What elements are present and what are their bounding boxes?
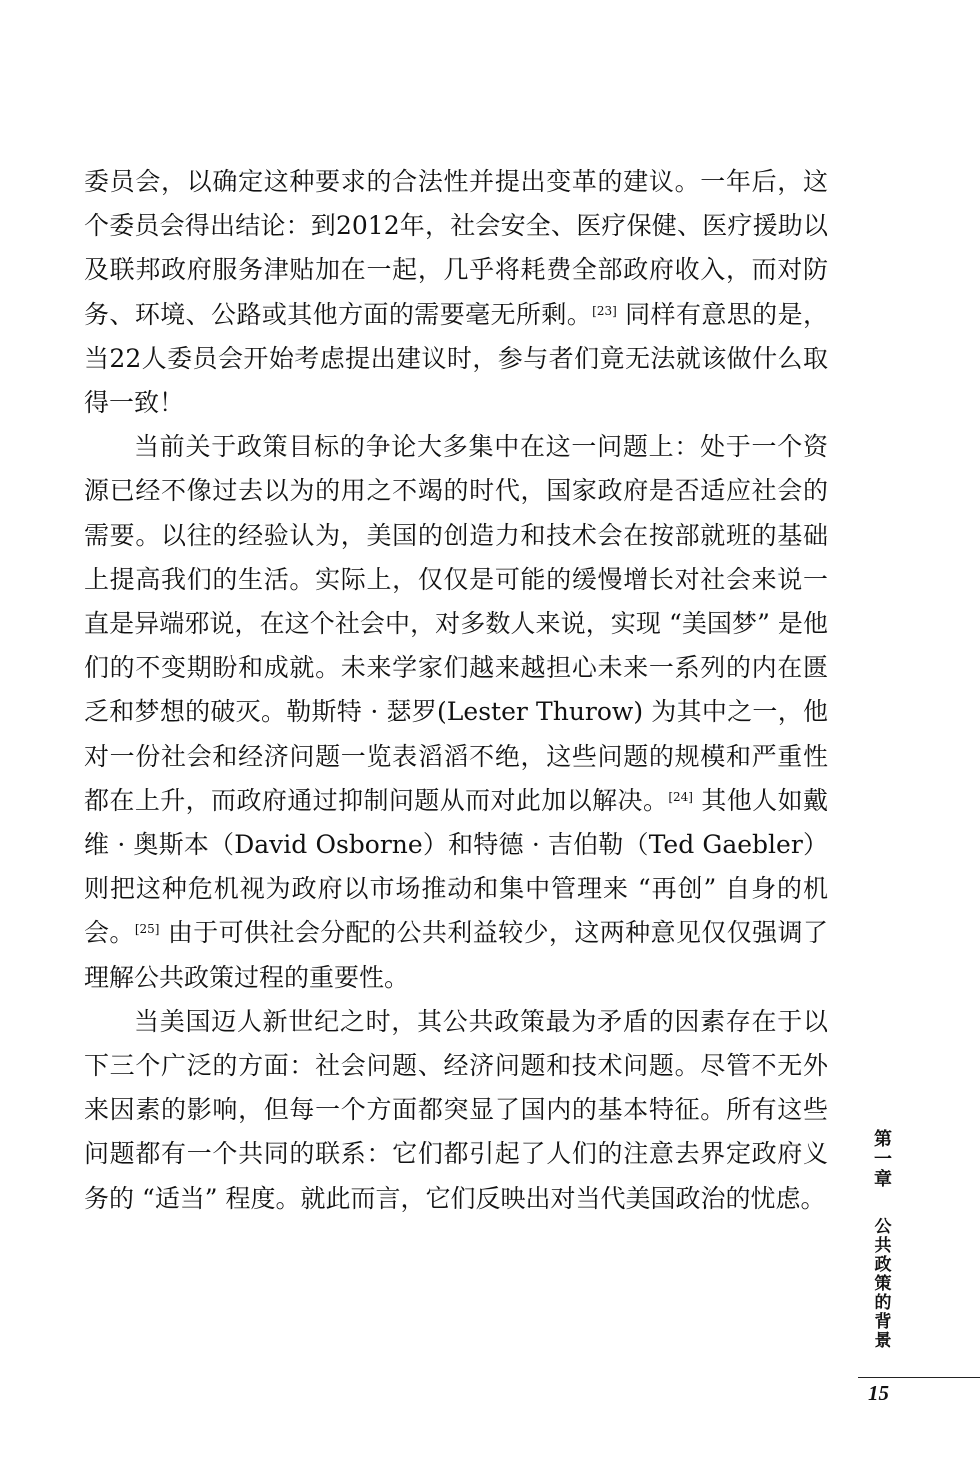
chapter-title-char: 的 <box>874 1293 892 1313</box>
page-number: 15 <box>868 1381 889 1405</box>
paragraph-1-text-1: 委员会，以确定这种要求的合法性并提出变革的建议。一年后，这个委员会得出结论：到2012年，社会安全、医疗保健、医疗援助以及联邦政府服务津贴加在一起，几乎将耗费全部政府收入，而对防务、环境、公路或其他方面的需要毫无所剩。 <box>84 167 828 329</box>
body-text <box>84 160 828 1221</box>
chapter-title-char: 公 <box>874 1217 892 1237</box>
paragraph-3-text-1: 当美国迈人新世纪之时，其公共政策最为矛盾的因素存在于以下三个广泛的方面：社会问题、经济问题和技术问题。尽管不无外来因素的影响，但每一个方面都突显了国内的基本特征。所有这些问题都有一个共同的联系：它们都引起了人们的注意去界定政府义务的 “适当” 程度。就此而言，它们反映出对当代美国政治的忧虑。 <box>84 1006 828 1213</box>
footnote-ref-25[interactable]: [25] <box>134 922 160 937</box>
chapter-label-char: 第 <box>874 1129 892 1150</box>
paragraph-2 <box>84 425 828 1000</box>
paragraph-1 <box>84 160 828 425</box>
footer-rule <box>858 1377 980 1378</box>
chapter-title-char: 政 <box>874 1255 892 1275</box>
chapter-title-char: 景 <box>874 1331 892 1351</box>
chapter-title <box>868 1218 898 1351</box>
paragraph-2-text-1: 当前关于政策目标的争论大多集中在这一问题上：处于一个资源已经不像过去以为的用之不竭的时代，国家政府是否适应社会的需要。以往的经验认为，美国的创造力和技术会在按部就班的基础上提高我们的生活。实际上，仅仅是可能的缓慢增长对社会来说一直是异端邪说，在这个社会中，对多数人来说，实现 “美国梦” 是他们的不变期盼和成就。未来学家们越来越担心未来一系列的内在匮乏和梦想的破灭。勒斯特 · 瑟罗(Lester Thurow) 为其中之一，他对一份社会和经济问题一览表滔滔不绝，这些问题的规模和严重性都在上升，而政府通过抑制问题从而对此加以解决。 <box>84 432 828 815</box>
chapter-label-char: 章 <box>874 1169 892 1190</box>
footnote-ref-23[interactable]: [23] <box>592 303 617 318</box>
chapter-label <box>868 1130 898 1190</box>
paragraph-3 <box>84 1000 828 1221</box>
paragraph-1-text-2: 同样有意思的是，当22人委员会开始考虑提出建议时，参与者们竟无法就该做什么取得一致！ <box>84 299 828 418</box>
chapter-title-char: 共 <box>874 1236 892 1256</box>
paragraph-2-text-2: 其他人如戴维 · 奥斯本（David Osborne）和特德 · 吉伯勒（Ted Gaebler）则把这种危机视为政府以市场推动和集中管理来 “再创” 自身的机会。 <box>84 785 828 948</box>
chapter-label-char: 一 <box>874 1149 892 1170</box>
chapter-title-char: 策 <box>874 1274 892 1294</box>
footnote-ref-24[interactable]: [24] <box>668 789 693 804</box>
paragraph-2-text-3: 由于可供社会分配的公共利益较少，这两种意见仅仅强调了理解公共政策过程的重要性。 <box>84 918 828 992</box>
chapter-title-char: 背 <box>874 1312 892 1332</box>
